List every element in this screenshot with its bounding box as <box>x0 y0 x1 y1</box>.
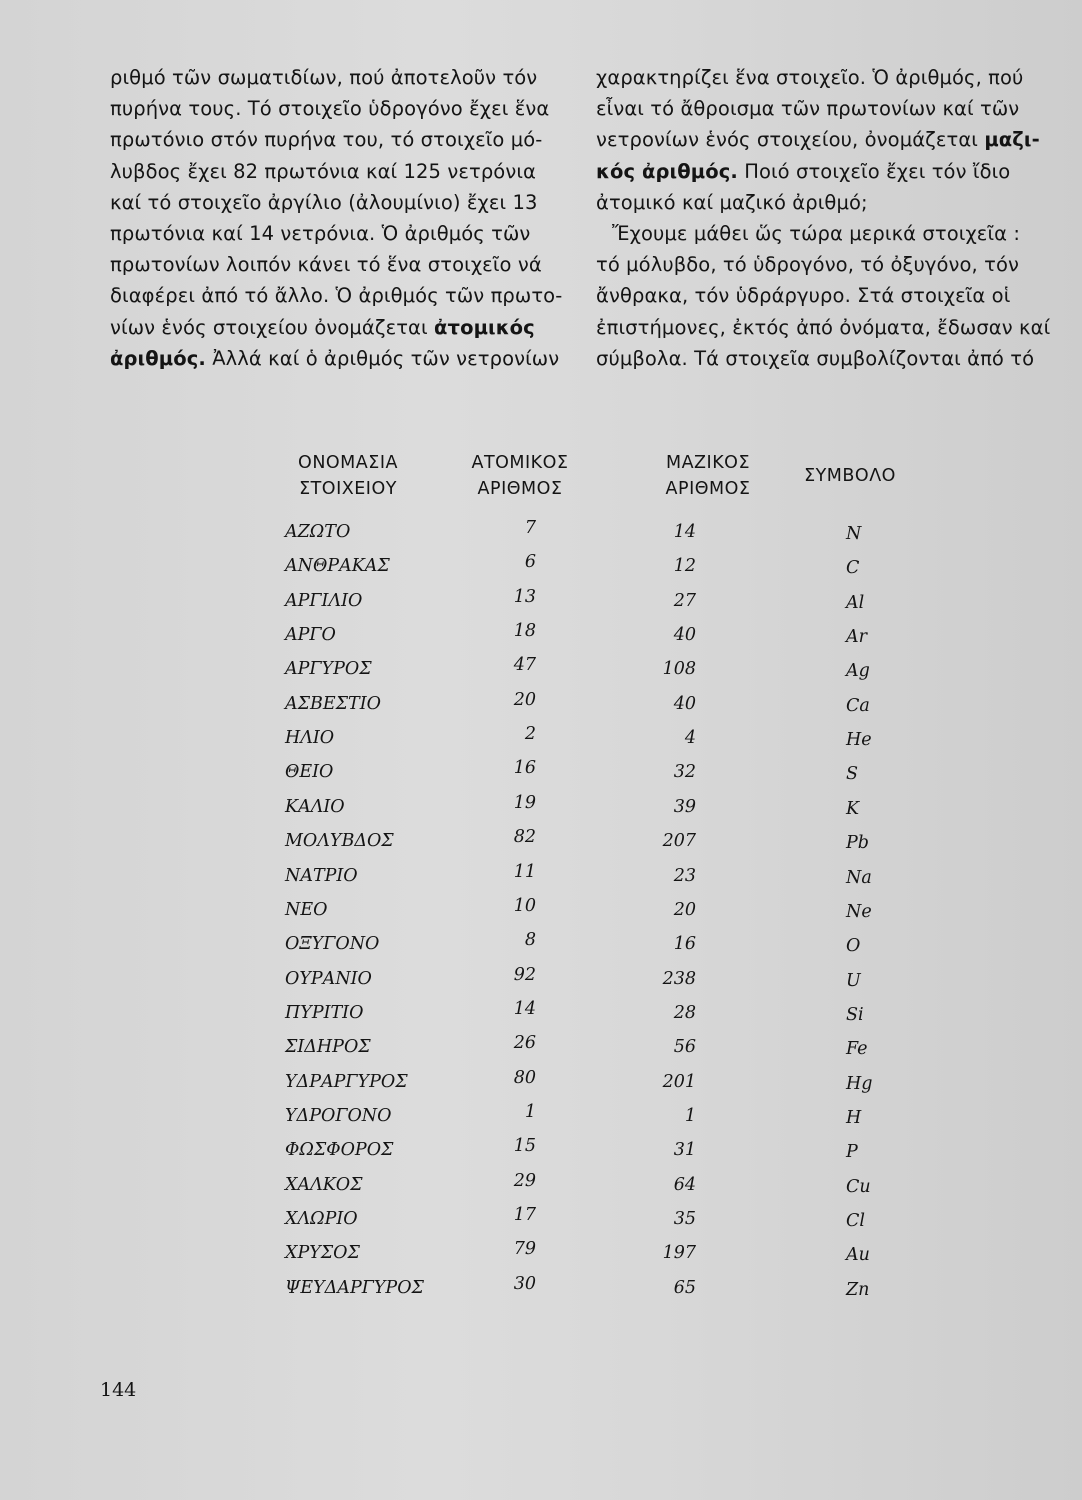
mass-number: 64 <box>673 1174 696 1195</box>
element-name: ΑΡΓΥΡΟΣ <box>285 659 372 680</box>
text-line: διαφέρει ἀπό τό ἄλλο. Ὁ ἀριθμός τῶν πρωτο- <box>110 284 563 308</box>
mass-number: 108 <box>662 659 696 680</box>
element-name: ΝΕΟ <box>285 899 328 920</box>
table-row <box>0 1067 1082 1106</box>
table-row <box>0 689 1082 728</box>
element-symbol: He <box>846 730 872 751</box>
text-fragment: Ποιό στοιχεῖο ἔχει τόν ἴδιο <box>744 159 1011 183</box>
element-name: ΟΥΡΑΝΙΟ <box>285 968 372 989</box>
text-fragment: Ἀλλά καί ὁ ἀριθμός τῶν νετρονίων <box>212 346 560 370</box>
element-symbol: P <box>846 1142 858 1163</box>
table-row <box>0 861 1082 900</box>
element-symbol: Ag <box>846 661 870 682</box>
header-atomic-line-1: ΑΤΟΜΙΚΟΣ <box>471 453 569 473</box>
atomic-number: 6 <box>524 552 536 573</box>
table-row <box>0 964 1082 1003</box>
header-atomic <box>455 450 585 502</box>
text-line: λυβδος ἔχει 82 πρωτόνια καί 125 νετρόνια <box>110 159 536 183</box>
element-name: ΟΞΥΓΟΝΟ <box>285 934 380 955</box>
atomic-number: 7 <box>524 518 536 538</box>
element-symbol: N <box>846 524 862 544</box>
term-mass-a: μαζι- <box>984 128 1040 152</box>
element-symbol: Na <box>846 867 872 888</box>
text-line: χαρακτηρίζει ἕνα στοιχεῖο. Ὁ ἀριθμός, πού <box>596 66 1024 89</box>
mass-number: 238 <box>662 968 696 989</box>
term-number: ἀριθμός. <box>110 346 206 370</box>
atomic-number: 79 <box>513 1239 536 1260</box>
element-symbol: Hg <box>846 1073 873 1094</box>
header-atomic-line-2: ΑΡΙΘΜΟΣ <box>477 479 563 499</box>
text-line: Ἔχουμε μάθει ὥς τώρα μερικά στοιχεῖα : <box>612 222 1021 246</box>
text-line: πρωτόνια καί 14 νετρόνια. Ὁ ἀριθμός τῶν <box>110 222 531 246</box>
mass-number: 35 <box>673 1209 696 1229</box>
table-row <box>0 758 1082 796</box>
mass-number: 28 <box>673 1002 696 1023</box>
mass-number: 12 <box>673 556 696 577</box>
element-symbol: Ar <box>846 627 868 648</box>
table-row <box>0 1205 1082 1243</box>
atomic-number: 16 <box>513 758 536 779</box>
element-name: ΨΕΥΔΑΡΓΥΡΟΣ <box>285 1277 424 1298</box>
element-name: ΦΩΣΦΟΡΟΣ <box>285 1140 394 1161</box>
element-symbol: Al <box>846 592 865 613</box>
atomic-number: 92 <box>513 964 536 985</box>
element-name: ΑΡΓΙΛΙΟ <box>285 590 363 611</box>
header-mass <box>648 450 768 502</box>
table-row <box>0 930 1082 968</box>
table-row <box>0 655 1082 693</box>
mass-number: 56 <box>673 1037 696 1058</box>
atomic-number: 8 <box>524 930 536 951</box>
text-fragment: νετρονίων ἑνός στοιχείου, ὀνομάζεται <box>596 128 978 152</box>
text-line: ἀτομικό καί μαζικό ἀριθμό; <box>596 190 868 214</box>
element-symbol: Pb <box>846 833 869 854</box>
text-line: σύμβολα. Τά στοιχεῖα συμβολίζονται ἀπό τό <box>596 346 1035 370</box>
element-symbol: C <box>846 558 860 579</box>
text-line: πρωτόνιο στόν πυρήνα του, τό στοιχεῖο μό- <box>110 128 543 152</box>
table-row <box>0 1033 1082 1071</box>
term-mass-b: κός ἀριθμός. <box>596 159 738 183</box>
text-line-with-term <box>596 124 1060 155</box>
atomic-number: 20 <box>513 689 536 710</box>
element-symbol: Zn <box>846 1279 870 1300</box>
mass-number: 14 <box>673 522 696 542</box>
mass-number: 201 <box>662 1071 696 1092</box>
element-name: ΧΡΥΣΟΣ <box>285 1243 360 1264</box>
element-name: ΚΑΛΙΟ <box>285 796 345 817</box>
text-line: ἄνθρακα, τόν ὑδράργυρο. Στά στοιχεῖα οἱ <box>596 284 1011 308</box>
header-mass-line-2: ΑΡΙΘΜΟΣ <box>665 479 751 499</box>
mass-number: 27 <box>673 590 696 611</box>
element-symbol: S <box>846 764 858 785</box>
text-line: καί τό στοιχεῖο ἀργίλιο (ἀλουμίνιο) ἔχει 13 <box>110 190 538 214</box>
element-symbol: O <box>846 936 861 957</box>
table-row <box>0 724 1082 762</box>
element-symbol: H <box>846 1107 862 1128</box>
table-row <box>0 518 1082 556</box>
text-line: πυρήνα τους. Τό στοιχεῖο ὑδρογόνο ἔχει ἕνα <box>110 97 550 121</box>
mass-number: 39 <box>673 796 696 817</box>
text-line: τό μόλυβδο, τό ὑδρογόνο, τό ὀξυγόνο, τόν <box>596 253 1020 277</box>
mass-number: 20 <box>673 899 696 920</box>
element-symbol: Cu <box>846 1176 871 1197</box>
element-name: ΠΥΡΙΤΙΟ <box>285 1002 364 1023</box>
element-symbol: K <box>846 798 860 819</box>
table-row <box>0 1101 1082 1140</box>
text-fragment: νίων ἑνός στοιχείου ὀνομάζεται <box>110 315 428 339</box>
element-name: ΗΛΙΟ <box>285 728 335 749</box>
table-row <box>0 998 1082 1037</box>
atomic-number: 29 <box>513 1170 536 1191</box>
element-name: ΝΑΤΡΙΟ <box>285 865 358 886</box>
atomic-number: 19 <box>513 792 536 813</box>
atomic-number: 2 <box>524 724 536 745</box>
mass-number: 1 <box>684 1105 696 1126</box>
text-line: ἐπιστήμονες, ἐκτός ἀπό ὀνόματα, ἔδωσαν καί <box>596 315 1051 339</box>
element-name: ΥΔΡΟΓΟΝΟ <box>285 1105 392 1126</box>
element-symbol: Ca <box>846 695 870 716</box>
page-number: 144 <box>100 1379 137 1401</box>
table-row <box>0 552 1082 590</box>
table-row <box>0 827 1082 865</box>
left-text-column <box>110 62 565 374</box>
element-name: ΜΟΛΥΒΔΟΣ <box>285 831 394 852</box>
table-row <box>0 1170 1082 1209</box>
element-symbol: Ne <box>846 901 872 922</box>
atomic-number: 82 <box>513 827 536 848</box>
atomic-number: 13 <box>513 586 536 607</box>
table-row <box>0 1239 1082 1277</box>
element-name: ΧΑΛΚΟΣ <box>285 1174 363 1195</box>
text-line: ριθμό τῶν σωματιδίων, πού ἀποτελοῦν τόν <box>110 66 538 89</box>
atomic-number: 14 <box>513 998 536 1019</box>
mass-number: 65 <box>673 1277 696 1298</box>
header-symbol-line: ΣΥΜΒΟΛΟ <box>804 466 896 486</box>
element-name: ΧΛΩΡΙΟ <box>285 1209 358 1229</box>
atomic-number: 30 <box>513 1273 536 1294</box>
atomic-number: 47 <box>513 655 536 676</box>
text-line-with-term <box>596 156 1060 187</box>
atomic-number: 1 <box>524 1101 536 1122</box>
text-line-with-term <box>110 343 565 374</box>
header-name-line-1: ΟΝΟΜΑΣΙΑ <box>298 453 398 473</box>
term-atomic: ἀτομικός <box>434 315 535 339</box>
mass-number: 197 <box>662 1243 696 1264</box>
element-name: ΑΝΘΡΑΚΑΣ <box>285 556 390 577</box>
element-name: ΑΣΒΕΣΤΙΟ <box>285 693 381 714</box>
atomic-number: 10 <box>513 895 536 916</box>
table-row <box>0 621 1082 659</box>
text-line-with-term <box>110 312 565 343</box>
element-name: ΑΖΩΤΟ <box>285 522 351 542</box>
header-mass-line-1: ΜΑΖΙΚΟΣ <box>665 453 751 473</box>
mass-number: 32 <box>673 762 696 783</box>
mass-number: 31 <box>673 1140 696 1161</box>
table-row <box>0 1273 1082 1312</box>
element-symbol: U <box>846 970 861 991</box>
mass-number: 4 <box>684 728 696 749</box>
atomic-number: 17 <box>513 1205 536 1225</box>
table-row <box>0 586 1082 625</box>
table-row <box>0 895 1082 934</box>
table-row <box>0 792 1082 831</box>
right-text-column <box>596 62 1060 374</box>
element-symbol: Si <box>846 1004 864 1025</box>
atomic-number: 18 <box>513 621 536 642</box>
element-name: ΣΙΔΗΡΟΣ <box>285 1037 371 1058</box>
atomic-number: 26 <box>513 1033 536 1054</box>
mass-number: 16 <box>673 934 696 955</box>
element-name: ΘΕΙΟ <box>285 762 334 783</box>
header-name <box>283 450 413 502</box>
element-name: ΑΡΓΟ <box>285 625 336 646</box>
mass-number: 23 <box>673 865 696 886</box>
element-symbol: Au <box>846 1245 870 1266</box>
text-line: εἶναι τό ἄθροισμα τῶν πρωτονίων καί τῶν <box>596 97 1020 121</box>
mass-number: 207 <box>662 831 696 852</box>
header-symbol <box>790 463 910 489</box>
header-name-line-2: ΣΤΟΙΧΕΙΟΥ <box>299 479 397 499</box>
mass-number: 40 <box>673 625 696 646</box>
atomic-number: 15 <box>513 1136 536 1157</box>
element-symbol: Fe <box>846 1039 868 1060</box>
atomic-number: 80 <box>513 1067 536 1088</box>
text-line: πρωτονίων λοιπόν κάνει τό ἕνα στοιχεῖο νά <box>110 253 542 277</box>
element-symbol: Cl <box>846 1211 865 1231</box>
table-row <box>0 1136 1082 1174</box>
element-name: ΥΔΡΑΡΓΥΡΟΣ <box>285 1071 408 1092</box>
atomic-number: 11 <box>513 861 536 882</box>
mass-number: 40 <box>673 693 696 714</box>
